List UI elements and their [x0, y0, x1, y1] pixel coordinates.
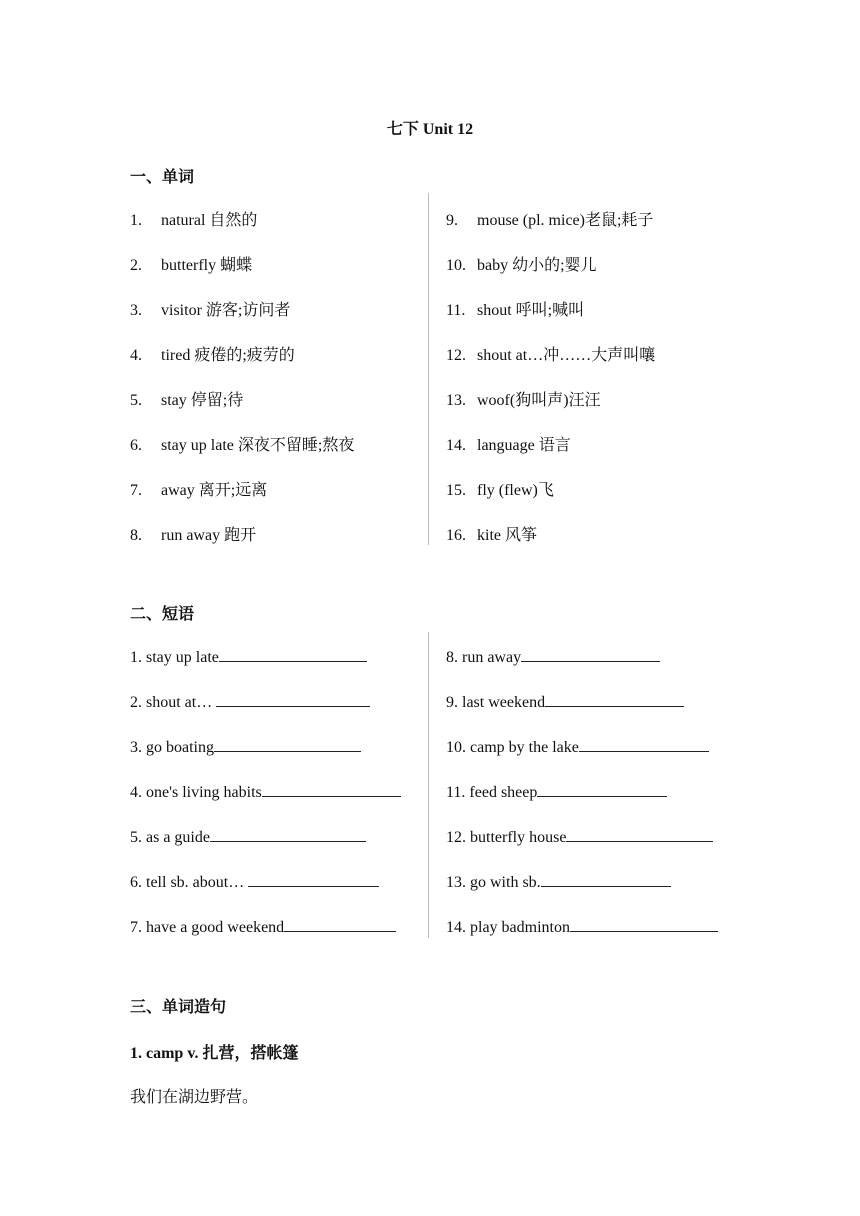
section-heading-phrases: 二、短语: [130, 606, 195, 623]
column-divider: [428, 632, 429, 938]
phrase-item: 6. tell sb. about…: [130, 872, 379, 892]
phrase-item: 4. one's living habits: [130, 782, 401, 802]
word-item: 11. shout 呼叫;喊叫: [446, 302, 585, 319]
word-item: 5. stay 停留;待: [130, 392, 244, 409]
word-item: 10. baby 幼小的;婴儿: [446, 257, 597, 274]
word-item: 7. away 离开;远离: [130, 482, 268, 499]
phrase-item: 8. run away: [446, 647, 660, 667]
answer-blank[interactable]: [521, 647, 660, 662]
phrase-item: 9. last weekend: [446, 692, 684, 712]
section-heading-words: 一、单词: [130, 169, 195, 186]
word-item: 3. visitor 游客;访问者: [130, 302, 291, 319]
sentence-prompt: 我们在湖边野营。: [130, 1089, 259, 1106]
word-item: 14. language 语言: [446, 437, 571, 454]
answer-blank[interactable]: [214, 737, 361, 752]
word-item: 6. stay up late 深夜不留睡;熬夜: [130, 437, 355, 454]
phrase-item: 12. butterfly house: [446, 827, 713, 847]
phrase-item: 14. play badminton: [446, 917, 718, 937]
answer-blank[interactable]: [537, 782, 667, 797]
word-item: 9. mouse (pl. mice)老鼠;耗子: [446, 212, 654, 229]
answer-blank[interactable]: [541, 872, 671, 887]
answer-blank[interactable]: [566, 827, 713, 842]
section-heading-sentences: 三、单词造句: [130, 999, 227, 1016]
word-item: 15. fly (flew)飞: [446, 482, 554, 499]
answer-blank[interactable]: [210, 827, 366, 842]
answer-blank[interactable]: [579, 737, 709, 752]
phrase-item: 13. go with sb.: [446, 872, 671, 892]
answer-blank[interactable]: [216, 692, 370, 707]
word-item: 2. butterfly 蝴蝶: [130, 257, 253, 274]
phrase-item: 1. stay up late: [130, 647, 367, 667]
word-item: 1. natural 自然的: [130, 212, 258, 229]
word-item: 12. shout at…冲……大声叫嚷: [446, 347, 656, 364]
phrase-item: 11. feed sheep: [446, 782, 667, 802]
column-divider: [428, 193, 429, 545]
phrase-item: 3. go boating: [130, 737, 361, 757]
phrase-item: 7. have a good weekend: [130, 917, 396, 937]
sentence-item-heading: 1. camp v. 扎营，搭帐篷: [130, 1045, 299, 1062]
word-item: 13. woof(狗叫声)汪汪: [446, 392, 601, 409]
word-item: 16. kite 风筝: [446, 527, 537, 544]
answer-blank[interactable]: [219, 647, 367, 662]
answer-blank[interactable]: [545, 692, 684, 707]
phrase-item: 2. shout at…: [130, 692, 370, 712]
word-item: 4. tired 疲倦的;疲劳的: [130, 347, 295, 364]
phrase-item: 5. as a guide: [130, 827, 366, 847]
answer-blank[interactable]: [284, 917, 396, 932]
page-title: 七下 Unit 12: [386, 121, 474, 138]
word-item: 8. run away 跑开: [130, 527, 257, 544]
answer-blank[interactable]: [570, 917, 718, 932]
phrase-item: 10. camp by the lake: [446, 737, 709, 757]
answer-blank[interactable]: [262, 782, 401, 797]
answer-blank[interactable]: [248, 872, 379, 887]
